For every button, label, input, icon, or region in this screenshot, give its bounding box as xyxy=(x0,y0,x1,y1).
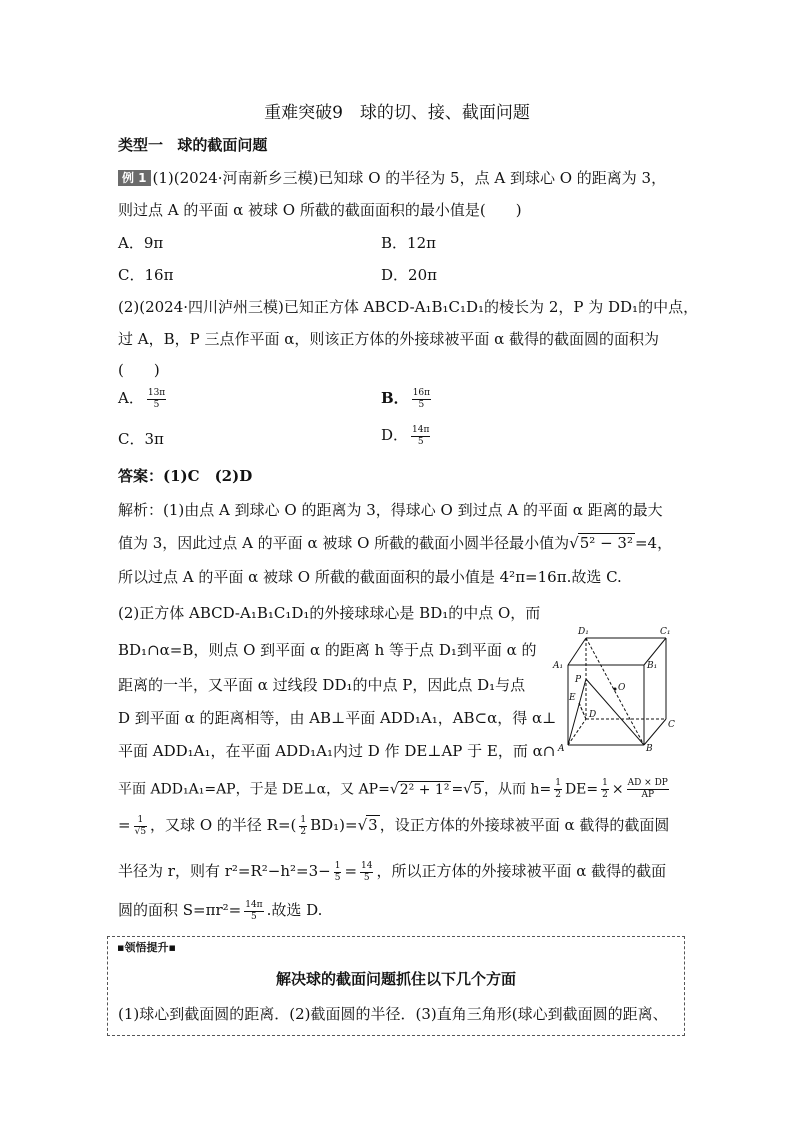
text-run: 圆的面积 S=πr²= xyxy=(118,901,242,919)
fraction-denominator: 5 xyxy=(418,399,425,410)
text-run: 平面 ADD₁A₁=AP，于是 DE⊥α，又 AP= xyxy=(118,781,390,798)
q1-option-d: D．20π xyxy=(381,266,437,284)
edge-a-d xyxy=(568,719,586,745)
label-b: B xyxy=(646,744,653,752)
fraction xyxy=(627,778,669,801)
fraction-numerator: 1 xyxy=(300,814,307,825)
q2-option-b xyxy=(381,387,434,411)
q1-option-c: C．16π xyxy=(118,266,174,284)
section-type-label: 类型一 xyxy=(118,136,164,154)
analysis1-line3: 所以过点 A 的平面 α 被球 O 所截的截面面积的最小值是 4²π=16π.故选 C. xyxy=(118,568,622,586)
text-run: ，所以正方体的外接球被平面 α 截得的截面 xyxy=(376,862,667,880)
analysis1-line2-text: 值为 3，因此过点 A 的平面 α 被球 O 所截的截面小圆半径最小值为 xyxy=(118,534,570,552)
fraction-numerator: 14π xyxy=(412,424,430,435)
tip-box-tag: ▪领悟提升▪ xyxy=(117,941,176,954)
q2-option-a xyxy=(118,387,169,411)
analysis1-line2-result: =4， xyxy=(634,534,673,552)
label-p: P xyxy=(575,675,582,685)
text-run: = xyxy=(118,816,131,834)
analysis2-line7: = $\frac{1}{√5}$ ，又球 O 的半径 R=( $\frac{1}{2}$ BD₁)=√3 ，设正方体的外接球被平面 α 截得的截面圆 xyxy=(118,814,670,837)
text-run: .故选 D. xyxy=(266,901,323,919)
text-run: ，设正方体的外接球被平面 α 截得的截面圆 xyxy=(379,816,670,834)
fraction-denominator: 5 xyxy=(334,872,341,883)
tip-box-heading: 解决球的截面问题抓住以下几个方面 xyxy=(275,970,516,988)
text-run: = xyxy=(451,781,464,798)
label-d: D xyxy=(589,710,597,720)
label-a: A xyxy=(558,744,565,752)
fraction-numerator: 14π xyxy=(245,899,263,910)
label-o: O xyxy=(618,683,626,693)
fraction-denominator: √5 xyxy=(134,826,147,837)
diagonal-d1-b xyxy=(586,638,644,745)
fraction xyxy=(334,861,342,884)
sqrt-expression: 2² + 1² xyxy=(399,781,450,798)
q1-text-1: (1)(2024·河南新乡三模)已知球 O 的半径为 5，点 A 到球心 O 的距离为 3， xyxy=(152,169,667,187)
fraction-denominator: AP xyxy=(641,790,655,800)
q2-line2: 过 A，B，P 三点作平面 α，则该正方体的外接球被平面 α 截得的截面圆的面积为 xyxy=(118,330,660,348)
fraction-numerator: 1 xyxy=(555,778,561,788)
tip-box-body: (1)球心到截面圆的距离．(2)截面圆的半径．(3)直角三角形(球心到截面圆的距离、 xyxy=(118,1005,668,1023)
fraction-denominator: 5 xyxy=(251,911,257,922)
label-b1: B₁ xyxy=(647,661,658,671)
q2-option-b-label: B． xyxy=(381,389,409,407)
fraction xyxy=(601,778,609,801)
q2-option-d xyxy=(381,424,433,448)
edge-a1-d1 xyxy=(568,638,586,665)
analysis1-line2: 值为 3，因此过点 A 的平面 α 被球 O 所截的截面小圆半径最小值为√5² − 3² =4， xyxy=(118,534,673,552)
fraction-denominator: 5 xyxy=(153,399,160,410)
center-o-point xyxy=(614,688,617,691)
fraction-numerator: 1 xyxy=(334,860,341,871)
section-type-name: 球的截面问题 xyxy=(177,136,268,154)
analysis1-line1: 解析：(1)由点 A 到球心 O 的距离为 3，得球心 O 到过点 A 的平面 α 距离的最大 xyxy=(118,501,663,519)
analysis2-line6: 平面 ADD₁A₁=AP，于是 DE⊥α，又 AP=√2² + 1² =√5 ，从而 h= $\frac{1}{2}$ DE= $\frac{1}{2}$ × $\frac{AD \times DP}{AP}$ xyxy=(118,778,668,800)
example-badge: 例 1 xyxy=(118,170,151,186)
label-c1: C₁ xyxy=(660,627,671,637)
answer: 答案：(1)C (2)D xyxy=(118,467,253,485)
analysis2-line4: D 到平面 α 的距离相等，由 AB⊥平面 ADD₁A₁，AB⊂α，得 α⊥ xyxy=(118,709,557,727)
q2-option-c: C．3π xyxy=(118,430,164,448)
fraction-numerator: 1 xyxy=(134,815,147,827)
text-run: × xyxy=(611,781,624,798)
analysis2-line2: BD₁∩α=B，则点 O 到平面 α 的距离 h 等于点 D₁到平面 α 的 xyxy=(118,641,537,659)
sqrt-expression: 3 xyxy=(368,816,378,834)
analysis2-line1: (2)正方体 ABCD-A₁B₁C₁D₁的外接球球心是 BD₁的中点 O，而 xyxy=(118,604,541,622)
fraction-denominator: 5 xyxy=(417,436,424,447)
q1-line1 xyxy=(118,167,666,188)
q1-option-a: A．9π xyxy=(118,234,164,252)
fraction-numerator: 1 xyxy=(602,778,608,788)
page-title: 重难突破9 球的切、接、截面问题 xyxy=(264,103,530,123)
fraction-numerator: 13π xyxy=(147,387,166,398)
label-a1: A₁ xyxy=(553,661,564,671)
fraction-numerator: AD × DP xyxy=(627,778,668,788)
text-run: DE= xyxy=(564,781,599,798)
q2-option-d-fraction xyxy=(411,425,430,448)
q2-line3: ( ) xyxy=(118,361,160,379)
fraction-numerator: 14 xyxy=(361,860,373,871)
fraction xyxy=(299,815,307,838)
text-run: = xyxy=(344,862,358,880)
text-run: ，又球 O 的半径 R=( xyxy=(150,816,297,834)
fraction xyxy=(554,778,562,801)
fraction-denominator: 2 xyxy=(300,826,307,837)
section-heading xyxy=(118,134,267,155)
fraction xyxy=(244,900,263,923)
label-c: C xyxy=(668,720,675,730)
sqrt-expression: 5 xyxy=(473,781,483,798)
q2-option-a-fraction xyxy=(147,388,166,411)
edge-b-c xyxy=(644,719,666,745)
text-run: 半径为 r，则有 r²=R²−h²=3− xyxy=(118,862,331,880)
text-run: BD₁)= xyxy=(310,816,358,834)
fraction xyxy=(360,861,373,884)
fraction-denominator: 2 xyxy=(555,790,561,800)
analysis2-line8 xyxy=(118,860,666,884)
fraction-numerator: 16π xyxy=(412,387,431,398)
analysis2-line9 xyxy=(118,899,322,923)
q1-line2: 则过点 A 的平面 α 被球 O 所截的截面面积的最小值是( ) xyxy=(118,201,522,219)
fraction xyxy=(134,815,147,838)
fraction-denominator: 5 xyxy=(363,872,370,883)
q2-option-b-fraction xyxy=(412,388,431,411)
sqrt-expression: 5² − 3² xyxy=(579,534,633,552)
label-e: E xyxy=(569,693,576,703)
text-run: ，从而 h= xyxy=(484,781,552,798)
q2-line1: (2)(2024·四川泸州三模)已知正方体 ABCD-A₁B₁C₁D₁的棱长为 2，P 为 DD₁的中点， xyxy=(118,298,699,316)
cube-figure xyxy=(548,624,676,752)
analysis2-line5: 平面 ADD₁A₁，在平面 ADD₁A₁内过 D 作 DE⊥AP 于 E，而 α∩ xyxy=(118,742,556,760)
q2-option-d-label: D． xyxy=(381,426,409,444)
fraction-denominator: 2 xyxy=(602,790,608,800)
analysis2-line3: 距离的一半，又平面 α 过线段 DD₁的中点 P，因此点 D₁与点 xyxy=(118,676,526,694)
label-d1: D₁ xyxy=(578,627,589,637)
q2-option-a-label: A． xyxy=(118,389,144,407)
q1-option-b: B．12π xyxy=(381,234,436,252)
